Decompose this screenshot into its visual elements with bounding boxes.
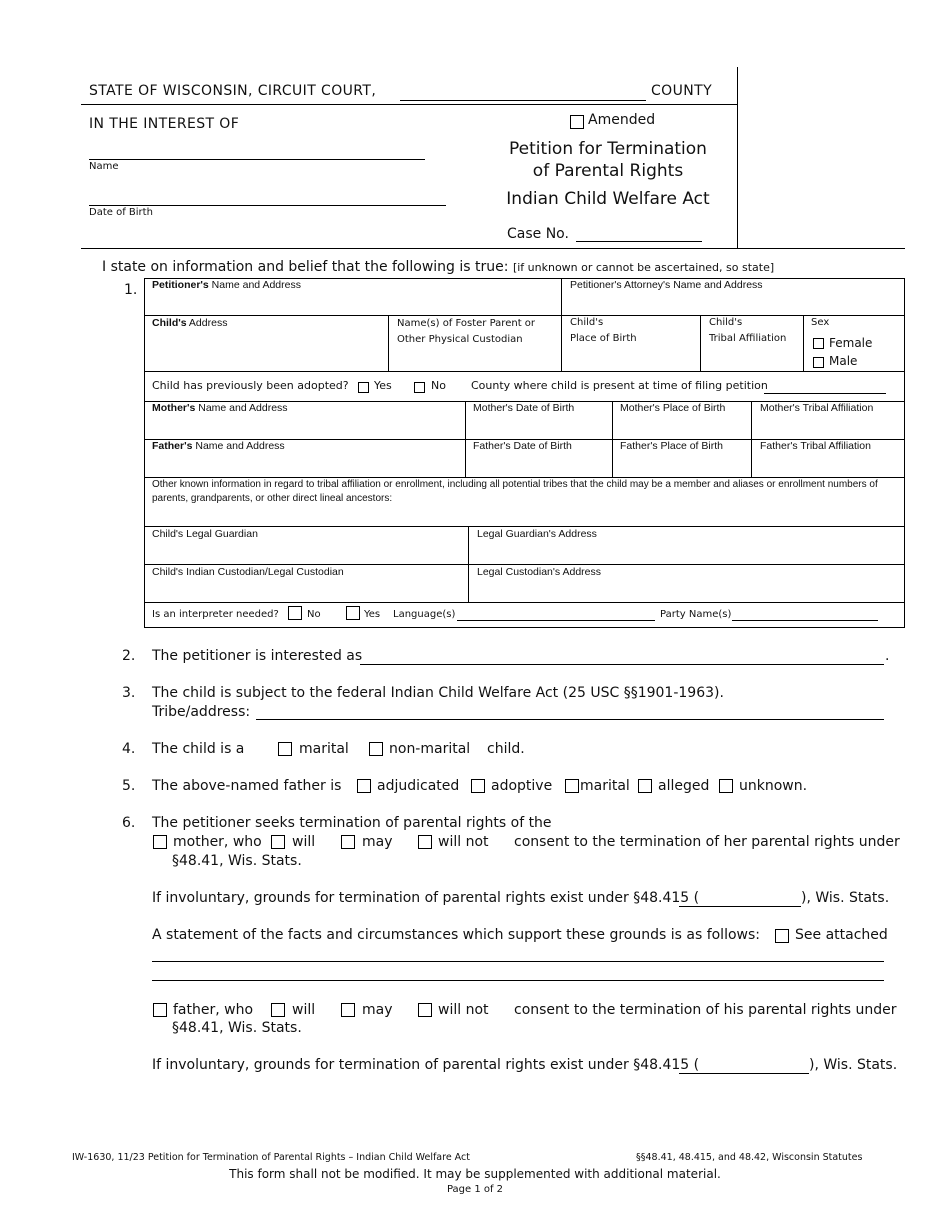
mother-consent-text: consent to the termination of her parental rights under (514, 834, 900, 850)
interpreter-no-label: No (307, 609, 321, 620)
party-names-field[interactable] (732, 620, 878, 621)
item-4-text: The child is a (152, 741, 245, 757)
father-involuntary-end: ), Wis. Stats. (809, 1057, 898, 1073)
tribe-address-label: Tribe/address: (152, 704, 251, 720)
dob-label: Date of Birth (89, 207, 153, 218)
mother-who-label: mother, who (173, 834, 262, 850)
interpreter-no-checkbox[interactable] (288, 606, 302, 620)
father-tribal-cell[interactable]: Father's Tribal Affiliation (760, 440, 871, 452)
mother-name-cell[interactable]: Mother's Name and Address (152, 402, 288, 414)
father-may-checkbox[interactable] (341, 1003, 355, 1017)
form-title-line2: of Parental Rights (532, 161, 684, 181)
footer-statutes: §§48.41, 48.415, and 48.42, Wisconsin Statutes (636, 1152, 863, 1163)
mother-checkbox[interactable] (153, 835, 167, 849)
marital-child-label: marital (299, 741, 349, 757)
father-will-label: will (292, 1002, 316, 1018)
adoptive-checkbox[interactable] (471, 779, 485, 793)
child-address-cell[interactable]: Child's Address (152, 317, 228, 329)
unknown-label: unknown. (739, 778, 808, 794)
county-field[interactable] (400, 100, 646, 101)
adoptive-label: adoptive (491, 778, 553, 794)
father-will-not-label: will not (438, 1002, 489, 1018)
county-present-label: County where child is present at time of filing petition (471, 379, 768, 392)
adopted-yes-checkbox[interactable] (358, 382, 369, 393)
male-checkbox[interactable] (813, 357, 824, 368)
mother-may-label: may (362, 834, 393, 850)
mother-will-label: will (292, 834, 316, 850)
interpreter-yes-label: Yes (364, 609, 381, 620)
county-present-field[interactable] (764, 393, 886, 394)
header-divider (81, 104, 737, 105)
intro-text: I state on information and belief that the following is true: (102, 259, 509, 275)
sex-label: Sex (811, 317, 830, 328)
header-bottom-rule (81, 248, 905, 249)
nonmarital-child-label: non-marital (389, 741, 471, 757)
mother-involuntary-end: ), Wis. Stats. (801, 890, 890, 906)
mother-will-not-label: will not (438, 834, 489, 850)
mother-grounds-field[interactable] (679, 906, 801, 907)
father-may-label: may (362, 1002, 393, 1018)
item-2-period: . (885, 648, 890, 664)
item-3-number: 3. (122, 685, 136, 701)
female-label: Female (829, 336, 873, 350)
item-4-end: child. (487, 741, 525, 757)
alleged-checkbox[interactable] (638, 779, 652, 793)
adjudicated-label: adjudicated (377, 778, 460, 794)
name-label: Name (89, 161, 119, 172)
male-label: Male (829, 354, 858, 368)
father-marital-label: marital (580, 778, 630, 794)
other-info-cell[interactable]: Other known information in regard to tribal affiliation or enrollment, including all potential tribes that the child may be a member and aliases or enrollment numbers of parents, grandparents, or other direct lineal ancestors: (152, 479, 878, 504)
language-label: Language(s) (393, 609, 456, 620)
mother-stat-ref: §48.41, Wis. Stats. (172, 853, 302, 869)
amended-checkbox[interactable] (570, 115, 584, 129)
form-title-line3: Indian Child Welfare Act (506, 189, 710, 209)
father-pob-cell[interactable]: Father's Place of Birth (620, 440, 723, 452)
father-grounds-field[interactable] (679, 1073, 809, 1074)
petitioner-cell[interactable]: Petitioner's Name and Address (152, 279, 301, 291)
footer-form-id: IW-1630, 11/23 Petition for Termination of Parental Rights – Indian Child Welfare Act (72, 1152, 470, 1163)
form-title-line1: Petition for Termination (509, 139, 707, 159)
case-no-field[interactable] (576, 241, 702, 242)
facts-line-2[interactable] (152, 980, 884, 981)
custodian-address-cell[interactable]: Legal Custodian's Address (477, 566, 602, 578)
adopted-no-label: No (431, 379, 446, 392)
father-will-not-checkbox[interactable] (418, 1003, 432, 1017)
alleged-label: alleged (658, 778, 710, 794)
adopted-yes-label: Yes (374, 379, 392, 392)
intro-statement (102, 259, 774, 275)
mother-will-checkbox[interactable] (271, 835, 285, 849)
item-2-text: The petitioner is interested as (152, 648, 363, 664)
adjudicated-checkbox[interactable] (357, 779, 371, 793)
mother-will-not-checkbox[interactable] (418, 835, 432, 849)
header-vertical-divider (737, 67, 738, 248)
father-consent-text: consent to the termination of his parental rights under (514, 1002, 897, 1018)
child-name-field[interactable] (89, 159, 425, 160)
child-dob-field[interactable] (89, 205, 446, 206)
mother-tribal-cell[interactable]: Mother's Tribal Affiliation (760, 402, 874, 414)
intro-note: [if unknown or cannot be ascertained, so state] (512, 261, 775, 274)
item-6-text: The petitioner seeks termination of parental rights of the (152, 815, 552, 831)
guardian-address-cell[interactable]: Legal Guardian's Address (477, 528, 597, 540)
legal-guardian-cell[interactable]: Child's Legal Guardian (152, 528, 258, 540)
interpreter-yes-checkbox[interactable] (346, 606, 360, 620)
father-name-cell[interactable]: Father's Name and Address (152, 440, 285, 452)
tribe-address-field[interactable] (256, 719, 884, 720)
father-involuntary-text: If involuntary, grounds for termination of parental rights exist under §48.415 ( (152, 1057, 700, 1073)
father-dob-cell[interactable]: Father's Date of Birth (473, 440, 572, 452)
adopted-question: Child has previously been adopted? (152, 379, 349, 392)
child-tribal-affiliation-cell[interactable]: Child's Tribal Affiliation (709, 317, 787, 344)
mother-involuntary-text: If involuntary, grounds for termination of parental rights exist under §48.415 ( (152, 890, 700, 906)
item-5-text: The above-named father is (152, 778, 342, 794)
interest-field[interactable] (360, 664, 884, 665)
item-5-number: 5. (122, 778, 136, 794)
mother-dob-cell[interactable]: Mother's Date of Birth (473, 402, 575, 414)
amended-label: Amended (588, 112, 656, 128)
mother-pob-cell[interactable]: Mother's Place of Birth (620, 402, 726, 414)
language-field[interactable] (457, 620, 655, 621)
footer-page-number: Page 1 of 2 (446, 1184, 504, 1195)
unknown-checkbox[interactable] (719, 779, 733, 793)
see-attached-label: See attached (795, 927, 888, 943)
father-marital-checkbox[interactable] (565, 779, 579, 793)
foster-parent-cell[interactable]: Name(s) of Foster Parent or Other Physical Custodian (397, 318, 536, 345)
father-who-label: father, who (173, 1002, 254, 1018)
item-1-number: 1. (124, 282, 138, 298)
court-label: STATE OF WISCONSIN, CIRCUIT COURT, (89, 83, 377, 99)
adopted-no-checkbox[interactable] (414, 382, 425, 393)
see-attached-checkbox[interactable] (775, 929, 789, 943)
indian-custodian-cell[interactable]: Child's Indian Custodian/Legal Custodian (152, 566, 344, 578)
attorney-cell[interactable]: Petitioner's Attorney's Name and Address (570, 279, 763, 291)
case-no-label: Case No. (507, 226, 569, 242)
item-6-number: 6. (122, 815, 136, 831)
marital-child-checkbox[interactable] (278, 742, 292, 756)
interest-of-label: IN THE INTEREST OF (89, 116, 240, 132)
party-names-label: Party Name(s) (660, 609, 732, 620)
footer-notice: This form shall not be modified. It may be supplemented with additional material. (229, 1167, 721, 1181)
facts-line-1[interactable] (152, 961, 884, 962)
statement-facts-text: A statement of the facts and circumstances which support these grounds is as follows: (152, 927, 760, 943)
father-checkbox[interactable] (153, 1003, 167, 1017)
county-label: COUNTY (651, 83, 713, 99)
item-4-number: 4. (122, 741, 136, 757)
item-2-number: 2. (122, 648, 136, 664)
item-3-text: The child is subject to the federal Indian Child Welfare Act (25 USC §§1901-1963). (152, 685, 724, 701)
father-stat-ref: §48.41, Wis. Stats. (172, 1020, 302, 1036)
mother-may-checkbox[interactable] (341, 835, 355, 849)
nonmarital-child-checkbox[interactable] (369, 742, 383, 756)
father-will-checkbox[interactable] (271, 1003, 285, 1017)
female-checkbox[interactable] (813, 338, 824, 349)
interpreter-question: Is an interpreter needed? (152, 609, 279, 620)
child-place-of-birth-cell[interactable]: Child's Place of Birth (570, 317, 637, 344)
